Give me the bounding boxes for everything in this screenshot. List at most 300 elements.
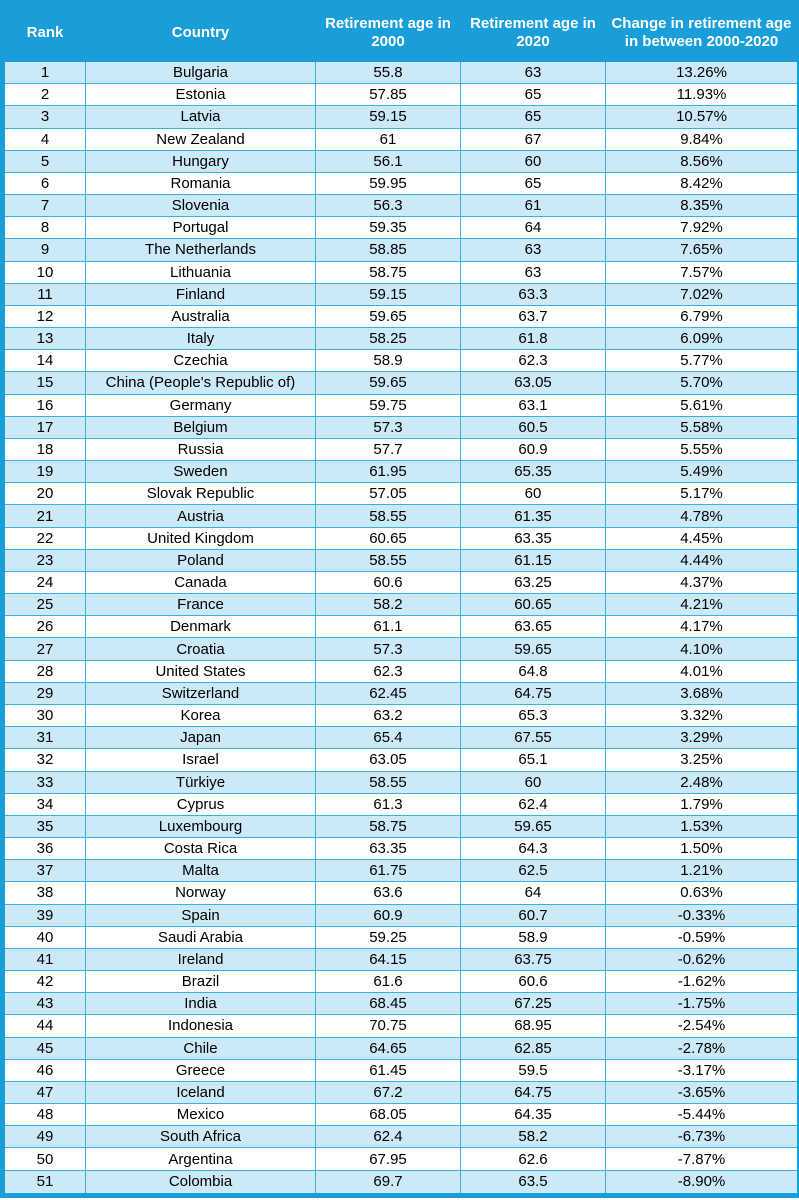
cell-country: Slovenia (86, 195, 316, 217)
cell-change: -8.90% (606, 1170, 799, 1195)
table-row (3, 1037, 799, 1059)
cell-country: Ireland (86, 948, 316, 970)
cell-age-2020: 64.3 (461, 838, 606, 860)
table-row (3, 394, 799, 416)
cell-age-2020: 63.25 (461, 571, 606, 593)
table-row (3, 1081, 799, 1103)
column-header-age-2020: Retirement age in 2020 (461, 3, 606, 62)
cell-age-2000: 58.85 (316, 239, 461, 261)
table-row (3, 993, 799, 1015)
table-row (3, 84, 799, 106)
cell-age-2020: 67.25 (461, 993, 606, 1015)
cell-country: Luxembourg (86, 815, 316, 837)
cell-age-2020: 62.4 (461, 793, 606, 815)
cell-rank: 28 (3, 660, 86, 682)
cell-country: Denmark (86, 616, 316, 638)
cell-country: Lithuania (86, 261, 316, 283)
cell-country: Finland (86, 283, 316, 305)
cell-age-2020: 60.5 (461, 416, 606, 438)
cell-age-2000: 61.95 (316, 461, 461, 483)
cell-country: Malta (86, 860, 316, 882)
cell-country: Sweden (86, 461, 316, 483)
cell-change: 3.68% (606, 682, 799, 704)
cell-age-2000: 55.8 (316, 62, 461, 84)
cell-age-2000: 57.05 (316, 483, 461, 505)
cell-country: United States (86, 660, 316, 682)
cell-change: -2.78% (606, 1037, 799, 1059)
cell-change: 1.21% (606, 860, 799, 882)
cell-rank: 25 (3, 594, 86, 616)
cell-age-2000: 61 (316, 128, 461, 150)
table-row (3, 195, 799, 217)
cell-country: Italy (86, 328, 316, 350)
cell-country: Japan (86, 727, 316, 749)
cell-country: Hungary (86, 150, 316, 172)
table-row (3, 771, 799, 793)
cell-age-2000: 59.65 (316, 372, 461, 394)
table-row (3, 549, 799, 571)
cell-country: Slovak Republic (86, 483, 316, 505)
cell-age-2020: 60.7 (461, 904, 606, 926)
cell-country: Canada (86, 571, 316, 593)
table-row (3, 882, 799, 904)
cell-age-2000: 61.1 (316, 616, 461, 638)
cell-change: 8.56% (606, 150, 799, 172)
table-row (3, 1104, 799, 1126)
table-row (3, 372, 799, 394)
cell-age-2020: 58.9 (461, 926, 606, 948)
cell-change: 4.01% (606, 660, 799, 682)
cell-country: South Africa (86, 1126, 316, 1148)
table-row (3, 350, 799, 372)
cell-rank: 40 (3, 926, 86, 948)
cell-age-2000: 58.2 (316, 594, 461, 616)
cell-rank: 30 (3, 704, 86, 726)
cell-change: -1.62% (606, 971, 799, 993)
table-row (3, 1015, 799, 1037)
cell-change: 7.92% (606, 217, 799, 239)
cell-country: Spain (86, 904, 316, 926)
cell-change: 7.57% (606, 261, 799, 283)
cell-age-2020: 65 (461, 172, 606, 194)
cell-age-2020: 59.65 (461, 815, 606, 837)
cell-country: Korea (86, 704, 316, 726)
cell-age-2020: 61.35 (461, 505, 606, 527)
cell-rank: 15 (3, 372, 86, 394)
cell-country: Argentina (86, 1148, 316, 1170)
cell-rank: 29 (3, 682, 86, 704)
cell-age-2020: 64 (461, 882, 606, 904)
cell-age-2020: 59.65 (461, 638, 606, 660)
cell-age-2020: 65.1 (461, 749, 606, 771)
cell-country: Estonia (86, 84, 316, 106)
cell-age-2020: 60 (461, 483, 606, 505)
cell-country: Iceland (86, 1081, 316, 1103)
table-row (3, 571, 799, 593)
table-row (3, 1148, 799, 1170)
cell-country: Costa Rica (86, 838, 316, 860)
table-row (3, 838, 799, 860)
cell-change: -1.75% (606, 993, 799, 1015)
cell-rank: 1 (3, 62, 86, 84)
table-row (3, 793, 799, 815)
table-row (3, 527, 799, 549)
cell-rank: 2 (3, 84, 86, 106)
cell-age-2020: 65 (461, 84, 606, 106)
cell-change: 5.70% (606, 372, 799, 394)
cell-age-2020: 63.65 (461, 616, 606, 638)
cell-age-2020: 58.2 (461, 1126, 606, 1148)
cell-rank: 9 (3, 239, 86, 261)
table-row (3, 62, 799, 84)
cell-country: Poland (86, 549, 316, 571)
cell-change: 4.45% (606, 527, 799, 549)
cell-age-2000: 59.95 (316, 172, 461, 194)
cell-age-2020: 60.6 (461, 971, 606, 993)
cell-change: 5.58% (606, 416, 799, 438)
cell-age-2000: 60.9 (316, 904, 461, 926)
cell-country: Russia (86, 438, 316, 460)
cell-change: 4.10% (606, 638, 799, 660)
cell-age-2020: 63.1 (461, 394, 606, 416)
cell-country: China (People's Republic of) (86, 372, 316, 394)
cell-change: -7.87% (606, 1148, 799, 1170)
cell-age-2000: 60.65 (316, 527, 461, 549)
cell-rank: 35 (3, 815, 86, 837)
cell-age-2000: 67.2 (316, 1081, 461, 1103)
column-header-rank: Rank (3, 3, 86, 62)
cell-country: Latvia (86, 106, 316, 128)
cell-rank: 7 (3, 195, 86, 217)
cell-age-2000: 65.4 (316, 727, 461, 749)
cell-change: 5.55% (606, 438, 799, 460)
cell-rank: 8 (3, 217, 86, 239)
cell-age-2000: 67.95 (316, 1148, 461, 1170)
cell-change: 4.21% (606, 594, 799, 616)
cell-rank: 46 (3, 1059, 86, 1081)
cell-age-2020: 65.3 (461, 704, 606, 726)
cell-rank: 4 (3, 128, 86, 150)
cell-country: Bulgaria (86, 62, 316, 84)
cell-age-2000: 58.25 (316, 328, 461, 350)
cell-change: 10.57% (606, 106, 799, 128)
cell-country: France (86, 594, 316, 616)
cell-rank: 11 (3, 283, 86, 305)
cell-age-2020: 61.15 (461, 549, 606, 571)
column-header-change: Change in retirement age in between 2000-2020 (606, 3, 799, 62)
cell-age-2020: 63.3 (461, 283, 606, 305)
cell-rank: 45 (3, 1037, 86, 1059)
cell-age-2000: 57.7 (316, 438, 461, 460)
cell-rank: 13 (3, 328, 86, 350)
cell-age-2020: 61 (461, 195, 606, 217)
cell-age-2000: 59.15 (316, 283, 461, 305)
cell-country: Mexico (86, 1104, 316, 1126)
cell-change: 4.44% (606, 549, 799, 571)
cell-rank: 37 (3, 860, 86, 882)
cell-age-2000: 63.05 (316, 749, 461, 771)
cell-country: Chile (86, 1037, 316, 1059)
cell-age-2000: 63.2 (316, 704, 461, 726)
table-row (3, 638, 799, 660)
cell-country: Brazil (86, 971, 316, 993)
cell-age-2020: 68.95 (461, 1015, 606, 1037)
cell-age-2020: 65 (461, 106, 606, 128)
cell-country: Portugal (86, 217, 316, 239)
cell-age-2020: 60.65 (461, 594, 606, 616)
cell-change: 3.25% (606, 749, 799, 771)
cell-age-2020: 67 (461, 128, 606, 150)
cell-country: Israel (86, 749, 316, 771)
cell-rank: 16 (3, 394, 86, 416)
cell-rank: 38 (3, 882, 86, 904)
table-row (3, 682, 799, 704)
cell-age-2000: 68.45 (316, 993, 461, 1015)
cell-age-2000: 58.55 (316, 549, 461, 571)
cell-age-2020: 64.35 (461, 1104, 606, 1126)
cell-country: Colombia (86, 1170, 316, 1195)
cell-change: -3.17% (606, 1059, 799, 1081)
cell-change: 9.84% (606, 128, 799, 150)
cell-age-2000: 57.3 (316, 638, 461, 660)
cell-change: 1.53% (606, 815, 799, 837)
table-row (3, 727, 799, 749)
cell-age-2000: 63.35 (316, 838, 461, 860)
cell-age-2020: 63.5 (461, 1170, 606, 1195)
cell-rank: 42 (3, 971, 86, 993)
cell-rank: 18 (3, 438, 86, 460)
cell-age-2020: 64.75 (461, 682, 606, 704)
cell-rank: 20 (3, 483, 86, 505)
cell-rank: 21 (3, 505, 86, 527)
cell-age-2000: 59.25 (316, 926, 461, 948)
cell-age-2000: 61.45 (316, 1059, 461, 1081)
cell-change: 0.63% (606, 882, 799, 904)
table-row (3, 416, 799, 438)
cell-rank: 33 (3, 771, 86, 793)
cell-country: United Kingdom (86, 527, 316, 549)
cell-age-2020: 64 (461, 217, 606, 239)
cell-age-2020: 63 (461, 261, 606, 283)
cell-country: India (86, 993, 316, 1015)
cell-change: 3.32% (606, 704, 799, 726)
table-row (3, 904, 799, 926)
cell-rank: 36 (3, 838, 86, 860)
cell-change: -0.33% (606, 904, 799, 926)
cell-age-2000: 60.6 (316, 571, 461, 593)
cell-rank: 32 (3, 749, 86, 771)
cell-age-2020: 65.35 (461, 461, 606, 483)
cell-country: Germany (86, 394, 316, 416)
cell-country: Czechia (86, 350, 316, 372)
cell-change: 6.09% (606, 328, 799, 350)
table-row (3, 1126, 799, 1148)
table-row (3, 261, 799, 283)
table-row (3, 217, 799, 239)
cell-country: Croatia (86, 638, 316, 660)
cell-change: 13.26% (606, 62, 799, 84)
cell-country: The Netherlands (86, 239, 316, 261)
cell-rank: 31 (3, 727, 86, 749)
cell-country: Belgium (86, 416, 316, 438)
cell-age-2000: 63.6 (316, 882, 461, 904)
cell-age-2000: 58.55 (316, 771, 461, 793)
column-header-country: Country (86, 3, 316, 62)
cell-age-2020: 63.75 (461, 948, 606, 970)
cell-country: Greece (86, 1059, 316, 1081)
cell-age-2020: 63.05 (461, 372, 606, 394)
table-row (3, 172, 799, 194)
cell-country: Switzerland (86, 682, 316, 704)
cell-rank: 22 (3, 527, 86, 549)
cell-age-2000: 70.75 (316, 1015, 461, 1037)
cell-rank: 48 (3, 1104, 86, 1126)
table-row (3, 594, 799, 616)
cell-age-2000: 62.4 (316, 1126, 461, 1148)
cell-age-2000: 56.3 (316, 195, 461, 217)
cell-age-2000: 58.75 (316, 815, 461, 837)
cell-age-2000: 61.3 (316, 793, 461, 815)
cell-country: Romania (86, 172, 316, 194)
cell-rank: 26 (3, 616, 86, 638)
cell-age-2020: 63.35 (461, 527, 606, 549)
table-row (3, 1170, 799, 1195)
cell-country: Saudi Arabia (86, 926, 316, 948)
cell-rank: 19 (3, 461, 86, 483)
cell-rank: 24 (3, 571, 86, 593)
cell-change: 8.35% (606, 195, 799, 217)
cell-age-2000: 59.15 (316, 106, 461, 128)
cell-age-2020: 67.55 (461, 727, 606, 749)
cell-change: 6.79% (606, 305, 799, 327)
cell-age-2000: 57.3 (316, 416, 461, 438)
cell-change: 5.61% (606, 394, 799, 416)
table-row (3, 926, 799, 948)
cell-age-2020: 64.75 (461, 1081, 606, 1103)
cell-rank: 44 (3, 1015, 86, 1037)
cell-age-2020: 63 (461, 62, 606, 84)
cell-change: -6.73% (606, 1126, 799, 1148)
cell-age-2000: 59.75 (316, 394, 461, 416)
cell-age-2000: 58.9 (316, 350, 461, 372)
table-row (3, 305, 799, 327)
cell-change: 11.93% (606, 84, 799, 106)
table-row (3, 860, 799, 882)
cell-change: 5.77% (606, 350, 799, 372)
cell-age-2020: 64.8 (461, 660, 606, 682)
table-row (3, 749, 799, 771)
cell-age-2020: 60 (461, 771, 606, 793)
cell-change: 4.17% (606, 616, 799, 638)
cell-age-2000: 58.75 (316, 261, 461, 283)
table-row (3, 971, 799, 993)
cell-change: 3.29% (606, 727, 799, 749)
column-header-age-2000: Retirement age in 2000 (316, 3, 461, 62)
table-body (3, 62, 799, 1196)
cell-age-2020: 59.5 (461, 1059, 606, 1081)
cell-change: 7.02% (606, 283, 799, 305)
cell-age-2000: 57.85 (316, 84, 461, 106)
cell-rank: 5 (3, 150, 86, 172)
cell-age-2020: 62.85 (461, 1037, 606, 1059)
cell-change: 1.79% (606, 793, 799, 815)
cell-change: 4.37% (606, 571, 799, 593)
cell-age-2000: 62.45 (316, 682, 461, 704)
cell-change: 5.17% (606, 483, 799, 505)
cell-age-2000: 68.05 (316, 1104, 461, 1126)
cell-age-2020: 63 (461, 239, 606, 261)
cell-country: Türkiye (86, 771, 316, 793)
cell-country: Cyprus (86, 793, 316, 815)
cell-age-2000: 64.65 (316, 1037, 461, 1059)
table-row (3, 660, 799, 682)
table-row (3, 283, 799, 305)
cell-age-2000: 62.3 (316, 660, 461, 682)
cell-rank: 23 (3, 549, 86, 571)
cell-age-2000: 58.55 (316, 505, 461, 527)
cell-change: -0.59% (606, 926, 799, 948)
table-row (3, 948, 799, 970)
cell-country: Indonesia (86, 1015, 316, 1037)
table-row (3, 1059, 799, 1081)
cell-rank: 50 (3, 1148, 86, 1170)
cell-rank: 49 (3, 1126, 86, 1148)
cell-change: -2.54% (606, 1015, 799, 1037)
header-row (3, 3, 799, 62)
cell-rank: 14 (3, 350, 86, 372)
table-row (3, 128, 799, 150)
cell-age-2000: 61.75 (316, 860, 461, 882)
cell-age-2020: 60.9 (461, 438, 606, 460)
cell-rank: 17 (3, 416, 86, 438)
table-header (3, 3, 799, 62)
cell-country: Australia (86, 305, 316, 327)
cell-rank: 41 (3, 948, 86, 970)
cell-age-2000: 59.35 (316, 217, 461, 239)
cell-rank: 47 (3, 1081, 86, 1103)
table-row (3, 461, 799, 483)
table-row (3, 616, 799, 638)
cell-age-2020: 63.7 (461, 305, 606, 327)
table-row (3, 150, 799, 172)
cell-rank: 3 (3, 106, 86, 128)
cell-change: 7.65% (606, 239, 799, 261)
cell-country: New Zealand (86, 128, 316, 150)
table-row (3, 704, 799, 726)
cell-age-2020: 62.5 (461, 860, 606, 882)
cell-rank: 27 (3, 638, 86, 660)
cell-rank: 6 (3, 172, 86, 194)
cell-country: Norway (86, 882, 316, 904)
cell-rank: 12 (3, 305, 86, 327)
cell-age-2020: 60 (461, 150, 606, 172)
cell-age-2020: 62.6 (461, 1148, 606, 1170)
cell-change: 8.42% (606, 172, 799, 194)
cell-change: 2.48% (606, 771, 799, 793)
cell-age-2000: 61.6 (316, 971, 461, 993)
cell-change: 4.78% (606, 505, 799, 527)
cell-age-2000: 59.65 (316, 305, 461, 327)
cell-change: 5.49% (606, 461, 799, 483)
table-row (3, 815, 799, 837)
cell-country: Austria (86, 505, 316, 527)
cell-age-2000: 64.15 (316, 948, 461, 970)
cell-change: -5.44% (606, 1104, 799, 1126)
cell-rank: 34 (3, 793, 86, 815)
table-row (3, 483, 799, 505)
cell-rank: 43 (3, 993, 86, 1015)
cell-change: 1.50% (606, 838, 799, 860)
